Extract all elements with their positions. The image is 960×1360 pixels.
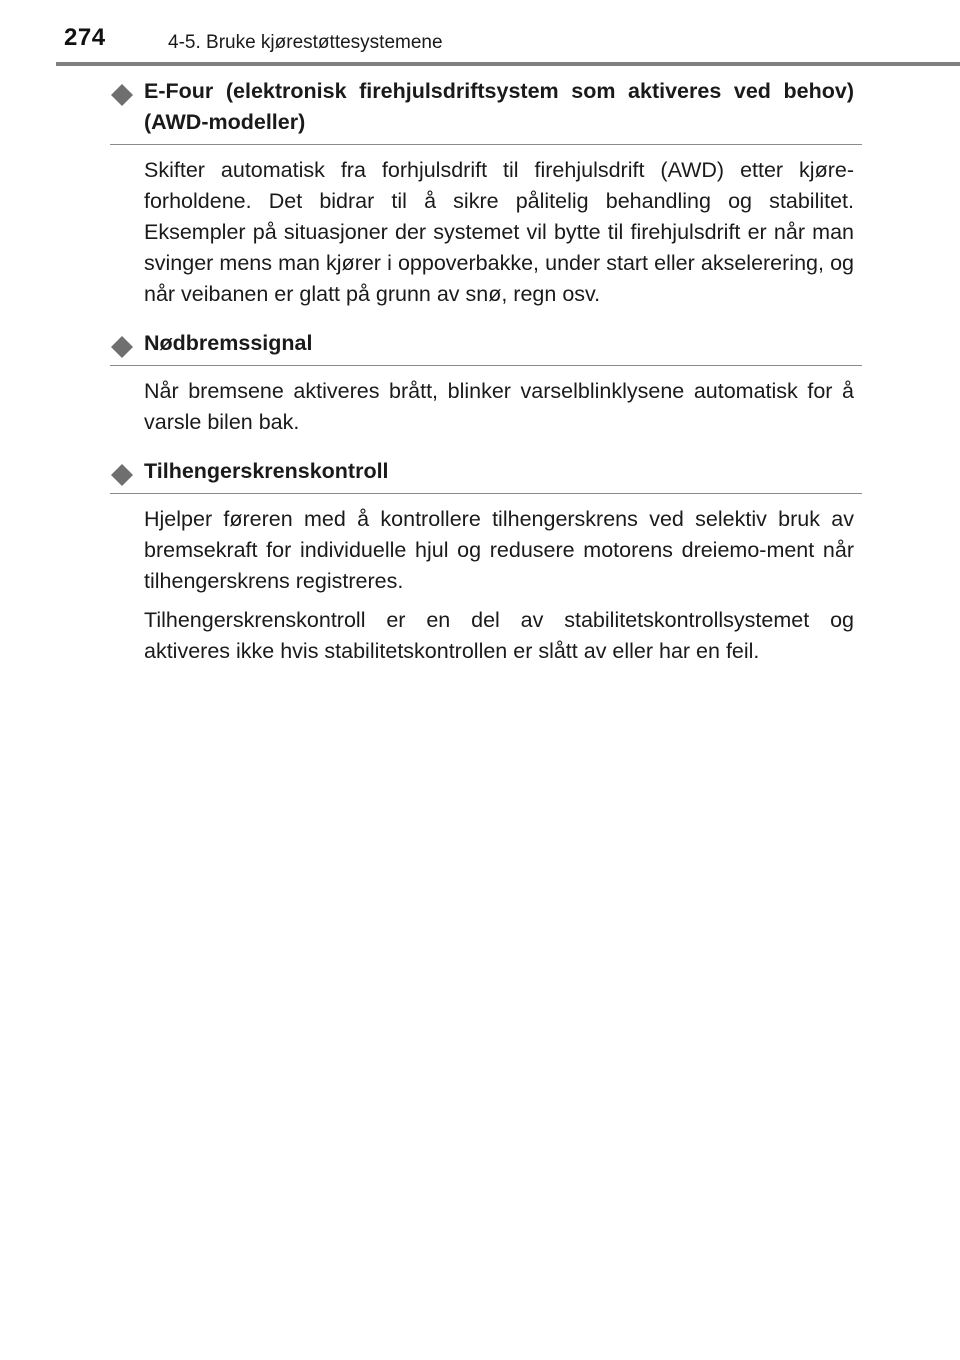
section-nodbremssignal: [0, 328, 960, 438]
section-heading: [110, 76, 862, 145]
section-tilhengerskrenskontroll: [0, 456, 960, 667]
section-heading-text: Nødbremssignal: [144, 331, 313, 355]
body-paragraph: Hjelper føreren med å kontrollere tilhengerskrens ved selektiv bruk av bremsekraft for individuelle hjul og redusere motorens dreiemo-ment når tilhengerskrens registreres.: [144, 507, 854, 593]
diamond-bullet-icon: [110, 463, 134, 487]
page-content: [0, 72, 960, 667]
section-e-four: [0, 76, 960, 310]
section-title: 4-5. Bruke kjørestøttesystemene: [168, 32, 443, 53]
section-heading-text: E-Four (elektronisk firehjulsdriftsystem som aktiveres ved behov) (AWD-modeller): [144, 79, 854, 134]
section-heading: [110, 328, 862, 366]
section-heading-text: Tilhengerskrenskontroll: [144, 459, 389, 483]
body-paragraph: Når bremsene aktiveres brått, blinker varselblinklysene automatisk for å varsle bilen bak.: [144, 379, 854, 434]
body-paragraph: Skifter automatisk fra forhjulsdrift til firehjulsdrift (AWD) etter kjøre-forholdene. Det bidrar til å sikre pålitelig behandling og stabilitet. Eksempler på situasjoner der systemet vil bytte til firehjulsdrift er når man svinger mens man kjører i oppoverbakke, under start eller akselerering, og når veibanen er glatt på grunn av snø, regn osv.: [144, 158, 854, 306]
header-divider: [56, 62, 960, 66]
section-heading: [110, 456, 862, 494]
body-paragraph: Tilhengerskrenskontroll er en del av stabilitetskontrollsystemet og aktiveres ikke hvis stabilitetskontrollen er slått av eller har en feil.: [144, 608, 854, 663]
page-number: 274: [64, 24, 106, 51]
diamond-bullet-icon: [110, 83, 134, 107]
diamond-bullet-icon: [110, 335, 134, 359]
page-header: [0, 0, 960, 70]
